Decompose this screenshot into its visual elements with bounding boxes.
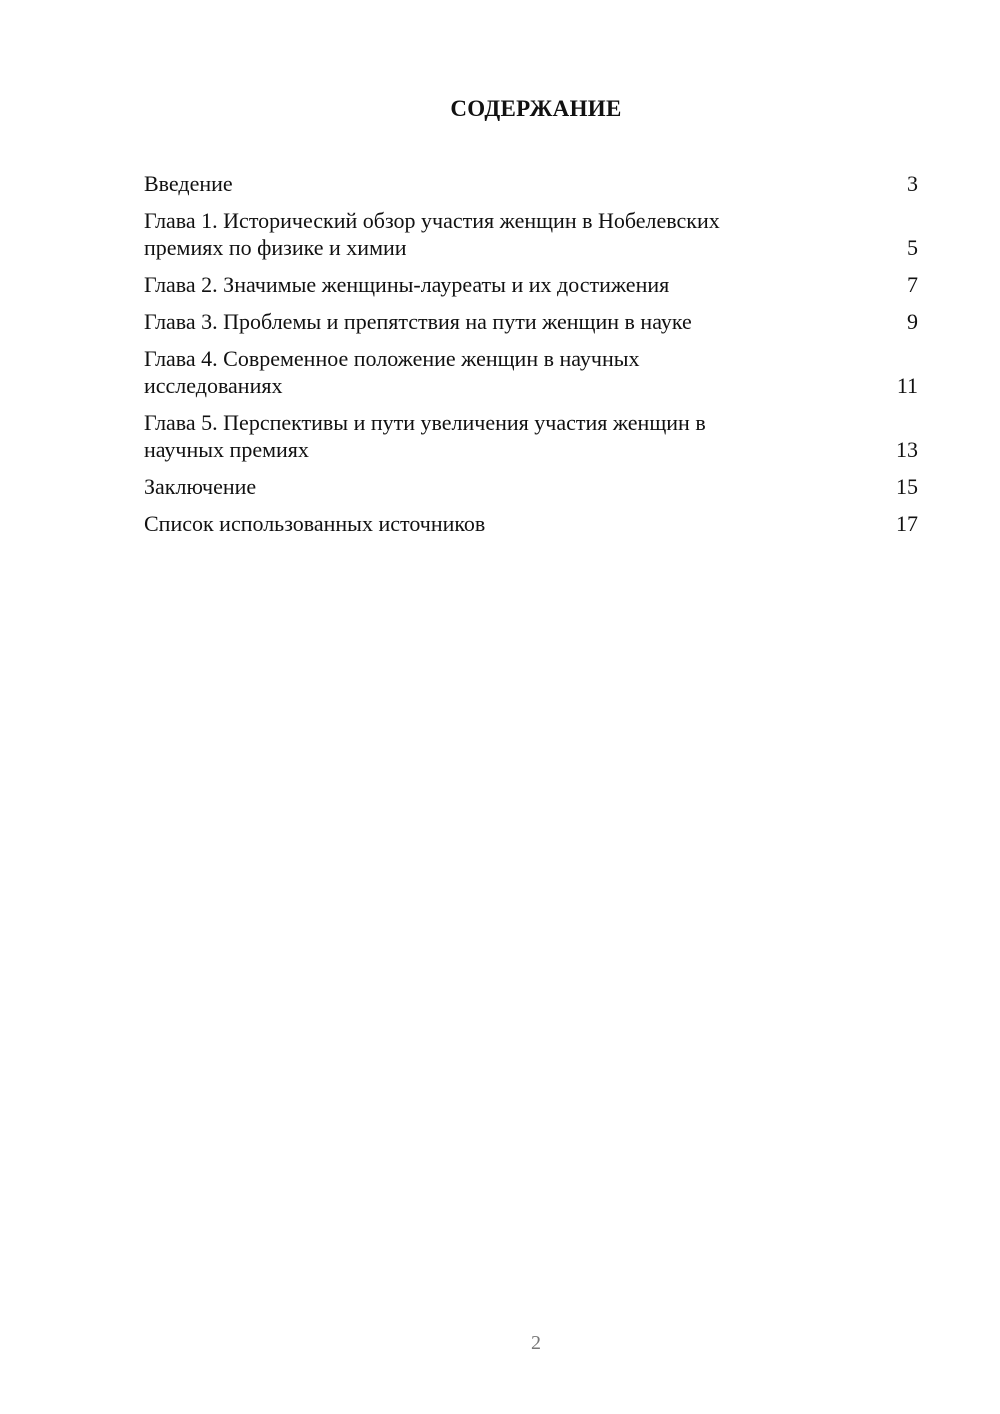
toc-entry-chapter-5 [144, 409, 918, 463]
toc-entry-conclusion [144, 473, 918, 500]
toc-entry-page: 17 [896, 511, 918, 536]
toc-entry-chapter-2 [144, 271, 918, 298]
toc-entry-text: Глава 5. Перспективы и пути увеличения участия женщин в научных премиях [144, 410, 706, 462]
toc-entry-page: 13 [896, 437, 918, 462]
toc-entry-text: Глава 1. Исторический обзор участия женщин в Нобелевских премиях по физике и химии [144, 208, 720, 260]
toc-entry-page: 7 [907, 272, 918, 297]
toc-entry-chapter-1 [144, 207, 918, 261]
page-title: СОДЕРЖАНИЕ [450, 96, 622, 121]
toc-entry-text: Введение [144, 171, 233, 196]
toc-entry-introduction [144, 170, 918, 197]
toc-entry-text: Заключение [144, 474, 257, 499]
toc-entry-text: Глава 4. Современное положение женщин в научных исследованиях [144, 346, 640, 398]
page-number: 2 [531, 1332, 541, 1354]
toc-entry-page: 15 [896, 474, 918, 499]
toc-entry-chapter-4 [144, 345, 918, 399]
toc-entry-text: Глава 2. Значимые женщины-лауреаты и их достижения [144, 272, 670, 297]
toc-entry-chapter-3 [144, 308, 918, 335]
toc-entry-references [144, 510, 918, 537]
toc-entry-text: Глава 3. Проблемы и препятствия на пути женщин в науке [144, 309, 692, 334]
toc-entry-text: Список использованных источников [144, 511, 486, 536]
table-of-contents [144, 170, 918, 547]
toc-entry-page: 3 [907, 171, 918, 196]
toc-entry-page: 5 [907, 235, 918, 260]
toc-entry-page: 11 [896, 373, 918, 398]
toc-entry-page: 9 [907, 309, 918, 334]
